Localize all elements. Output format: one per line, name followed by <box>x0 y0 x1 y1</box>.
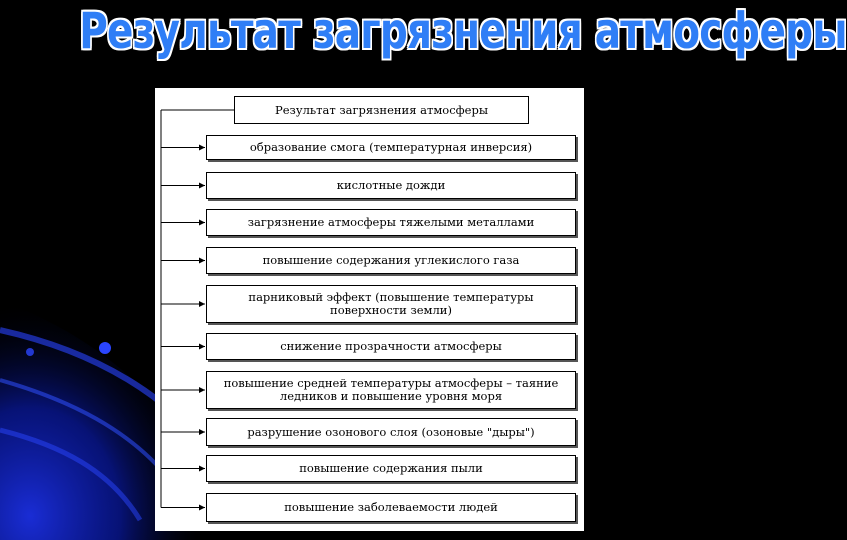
result-box-1 <box>206 135 576 160</box>
result-box-10 <box>206 493 576 522</box>
result-label-4: повышение содержания углекислого газа <box>262 253 520 267</box>
result-box-9 <box>206 455 576 482</box>
result-box-8 <box>206 418 576 446</box>
arrowhead-7 <box>199 387 205 393</box>
arrowhead-5 <box>199 301 205 307</box>
result-label-5: парниковый эффект (повышение температуры поверхности земли) <box>248 290 534 317</box>
result-label-8: разрушение озонового слоя (озоновые "дыры") <box>247 424 535 439</box>
result-box-7 <box>206 371 576 409</box>
arrowhead-10 <box>199 505 205 511</box>
result-label-2: кислотные дожди <box>336 178 446 192</box>
arrowhead-8 <box>199 429 205 435</box>
result-box-3 <box>206 209 576 236</box>
result-box-2 <box>206 172 576 199</box>
result-label-10: повышение заболеваемости людей <box>284 500 498 514</box>
diagram-panel <box>155 88 584 531</box>
result-label-9: повышение содержания пыли <box>299 461 483 475</box>
arrowhead-2 <box>199 183 205 189</box>
result-box-5 <box>206 285 576 323</box>
arrowhead-3 <box>199 220 205 226</box>
slide-title: Результат загрязнения атмосферы <box>79 2 847 60</box>
root-label: Результат загрязнения атмосферы <box>275 102 488 117</box>
result-box-4 <box>206 247 576 274</box>
root-box <box>234 96 529 124</box>
result-label-6: снижение прозрачности атмосферы <box>280 339 502 353</box>
arrowhead-1 <box>199 145 205 151</box>
result-label-7: повышение средней температуры атмосферы – таяние ледников и повышение уровня моря <box>223 376 559 403</box>
result-box-6 <box>206 333 576 360</box>
result-label-3: загрязнение атмосферы тяжелыми металлами <box>247 215 535 229</box>
arrowhead-6 <box>199 344 205 350</box>
arrowhead-9 <box>199 466 205 472</box>
arrowhead-4 <box>199 258 205 264</box>
result-label-1: образование смога (температурная инверсия) <box>249 140 533 154</box>
